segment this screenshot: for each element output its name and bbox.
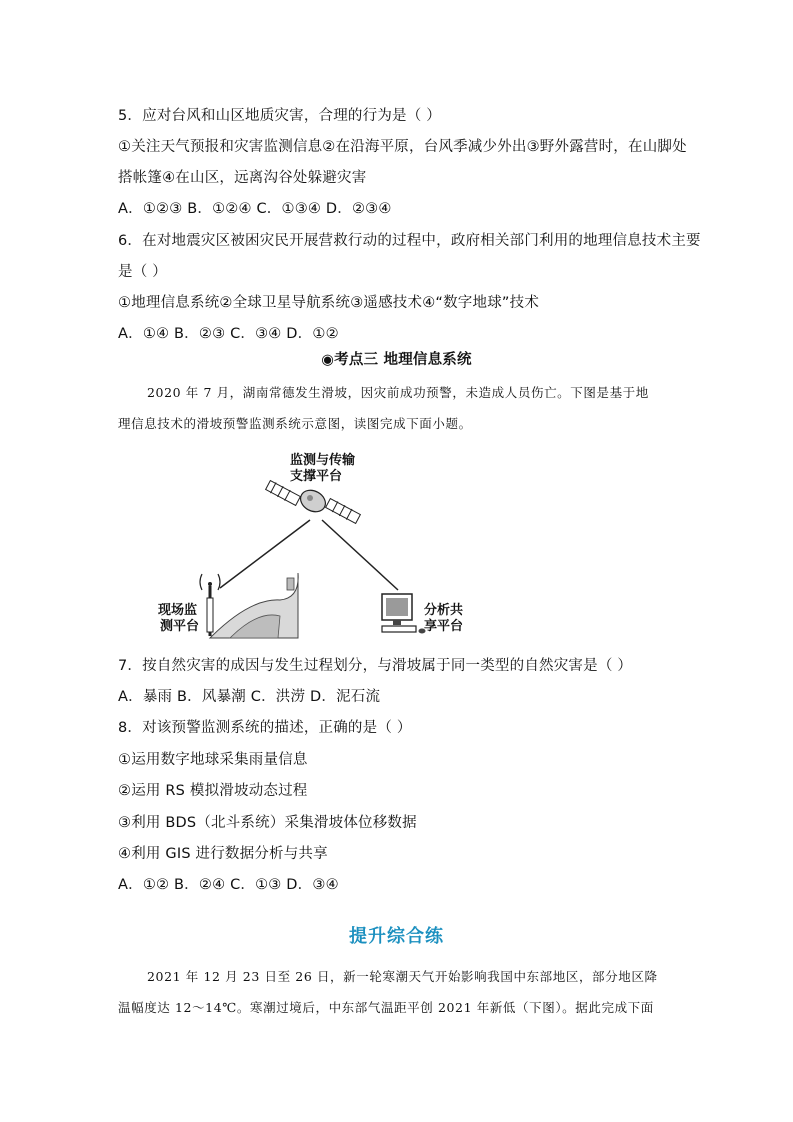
q6-stem-line1: 6．在对地震灾区被困灾民开展营救行动的过程中，政府相关部门利用的地理信息技术主要 [118,233,701,249]
satellite-icon [266,481,361,524]
monitoring-station-icon [200,573,298,638]
q6-items: ①地理信息系统②全球卫星导航系统③遥感技术④“数字地球”技术 [118,295,540,311]
top-label-2: 支撑平台 [290,469,343,484]
right-label-2: 享平台 [424,619,464,634]
link-right [322,520,398,590]
left-label-2: 测平台 [160,619,200,634]
q8-options: A．①② B．②④ C．①③ D．③④ [118,877,339,893]
top-label-1: 监测与传输 [290,453,356,468]
intro3-line2: 理信息技术的滑坡预警监测系统示意图，读图完成下面小题。 [118,416,472,431]
q5-stem: 5．应对台风和山区地质灾害，合理的行为是（ ） [118,108,441,124]
computer-icon [382,594,426,634]
left-label-1: 现场监 [158,603,198,618]
section-title-improve: 提升综合练 [349,926,444,947]
intro-final-line2: 温幅度达 12～14℃。寒潮过境后，中东部气温距平创 2021 年新低（下图）。据此完成下面 [118,1000,654,1015]
section-title-kaodian3: ◉考点三 地理信息系统 [321,352,472,368]
q8-stem: 8．对该预警监测系统的描述，正确的是（ ） [118,720,412,736]
q5-options: A．①②③ B．①②④ C．①③④ D．②③④ [118,201,392,217]
q6-options: A．①④ B．②③ C．③④ D．①② [118,326,339,342]
q8-item-1: ①运用数字地球采集雨量信息 [118,752,308,768]
right-label-1: 分析共 [424,603,464,618]
intro-final-line1: 2021 年 12 月 23 日至 26 日，新一轮寒潮天气开始影响我国中东部地区，部分地区降 [147,969,658,984]
q8-item-4: ④利用 GIS 进行数据分析与共享 [118,846,328,862]
q7-options: A．暴雨 B．风暴潮 C．洪涝 D．泥石流 [118,689,381,705]
q8-item-2: ②运用 RS 模拟滑坡动态过程 [118,783,308,799]
landslide-monitoring-diagram [150,448,490,640]
q7-stem: 7．按自然灾害的成因与发生过程划分，与滑坡属于同一类型的自然灾害是（ ） [118,658,633,674]
q5-items-line2: 搭帐篷④在山区，远离沟谷处躲避灾害 [118,170,367,186]
q6-stem-line2: 是（ ） [118,264,167,280]
link-left [220,520,310,588]
q5-items-line1: ①关注天气预报和灾害监测信息②在沿海平原，台风季减少外出③野外露营时，在山脚处 [118,139,687,155]
intro3-line1: 2020 年 7 月，湖南常德发生滑坡，因灾前成功预警，未造成人员伤亡。下图是基于地 [147,385,649,400]
q8-item-3: ③利用 BDS（北斗系统）采集滑坡体位移数据 [118,815,417,831]
